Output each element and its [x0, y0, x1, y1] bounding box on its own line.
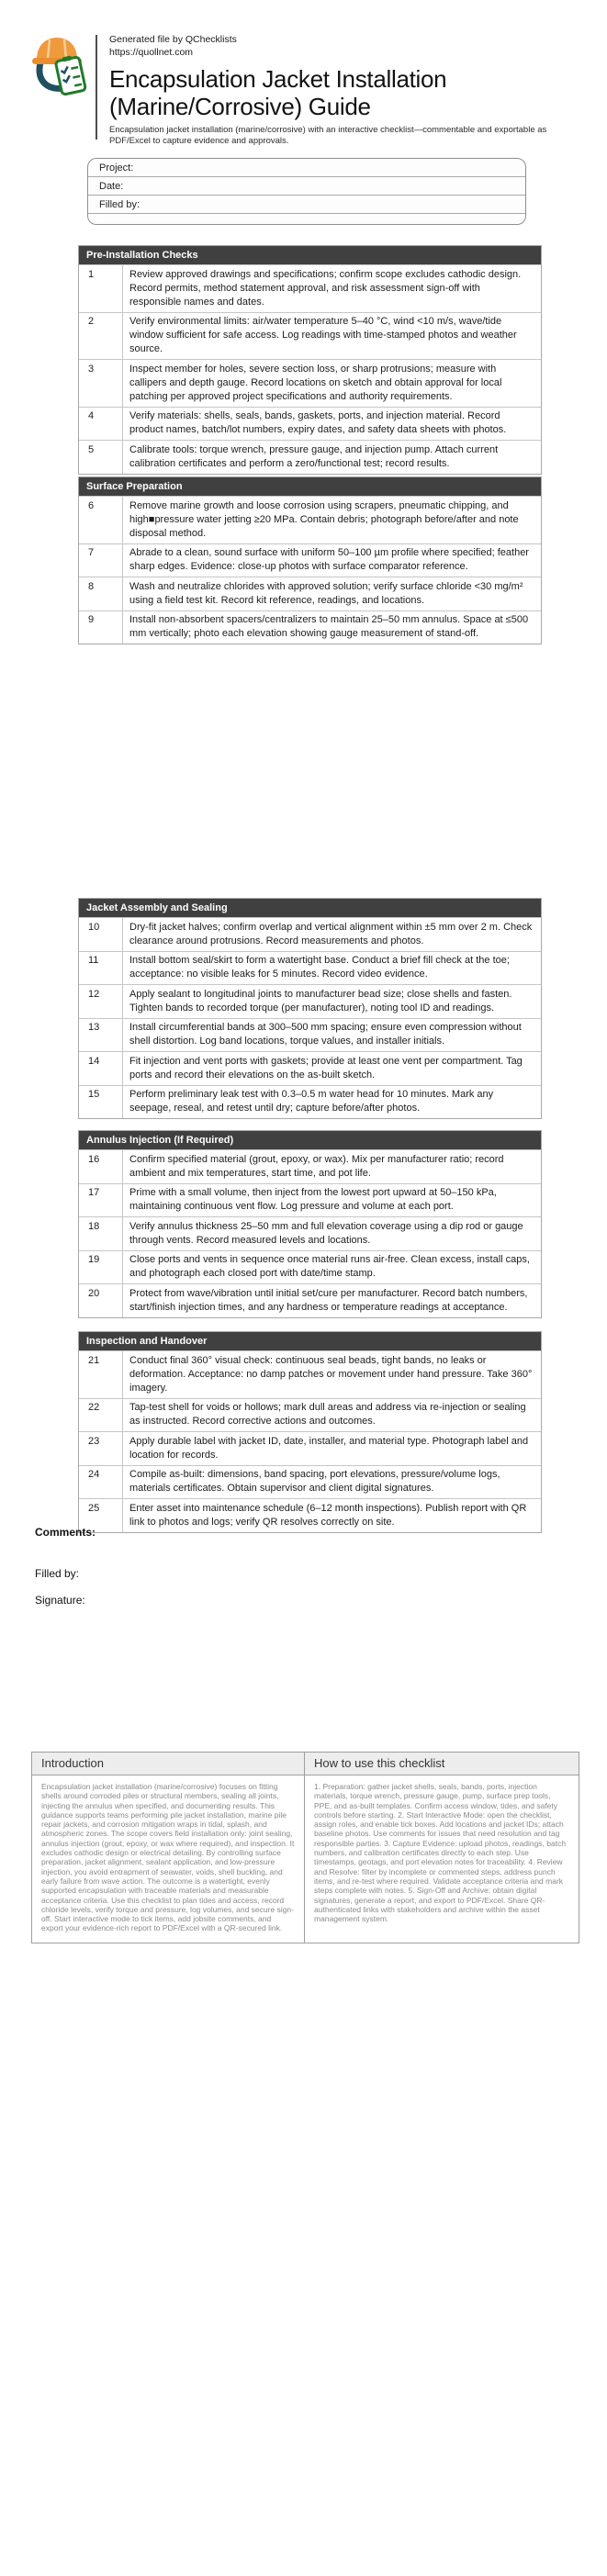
- introduction-text: Encapsulation jacket installation (marine/corrosive) focuses on fitting shells around corroded piles or structural members, sealing all joints, injecting the annulus when specified, and documenting results. This guidance supports teams performing pile jacket installation, marine pile repair jackets, and corrosion mitigation wraps in tidal, splash, and atmospheric zones. The scope covers field installation only: joint sealing, annulus injection (grout, epoxy, or wax where required), and inspection. It excludes cathodic design or electrical detailing. By controlling surface preparation, jacket alignment, sealant application, and low-pressure injection, you avoid entrapment of seawater, voids, shell buckling, and early failure from wave action. The outcome is a watertight, evenly supported encapsulation with traceable materials and measurable acceptance criteria. Use this checklist to plan tides and access, record chloride levels, verify torque and pressure, log volumes, and secure sign-off. Start interactive mode to tick items, add jobsite comments, and export your evidence-rich report to PDF/Excel with a QR-secured link.: [32, 1775, 305, 1943]
- section-annulus-injection: [78, 1130, 542, 1318]
- form-field-label: Filled by:: [99, 198, 141, 210]
- form-field-value[interactable]: [133, 159, 525, 176]
- checklist-row: [79, 1431, 541, 1465]
- row-description: Verify annulus thickness 25–50 mm and full elevation coverage using a dip rod or gauge through vents. Record measured levels and locations.: [129, 1220, 523, 1246]
- website-link[interactable]: https://quollnet.com: [109, 46, 194, 58]
- comments-label: Comments:: [35, 1526, 96, 1539]
- row-description: Wash and neutralize chlorides with approved solution; verify surface chloride <30 mg/m² using a field test kit. Record kit reference, readings, and locations.: [129, 580, 523, 606]
- form-field-label: Project:: [99, 162, 134, 174]
- checklist-row: [79, 1283, 541, 1317]
- row-description: Protect from wave/vibration until initial set/cure per manufacturer. Record batch numbers, start/finish injection times, and any hardness or temperature readings at acceptance.: [129, 1287, 528, 1313]
- checklist-row: [79, 1350, 541, 1398]
- row-description: Inspect member for holes, severe section loss, or sharp protrusions; measure with callipers and depth gauge. Record locations on sketch and obtain approval for local patching per approved project specifications and authority requirements.: [129, 363, 502, 402]
- row-number: 4: [79, 408, 123, 441]
- row-description: Apply sealant to longitudinal joints to manufacturer bead size; close shells and fasten. Tighten bands to recorded torque (per manufacturer), noting tool ID and readings.: [129, 988, 512, 1014]
- row-description: Conduct final 360° visual check: continuous seal beads, tight bands, no leaks or deformation. Acceptance: no damp patches or movement under hand pressure. Take 360° imagery.: [129, 1354, 533, 1394]
- checklist-row: [79, 359, 541, 407]
- form-field-label: Date:: [99, 180, 124, 192]
- checklist-row: [79, 1085, 541, 1119]
- row-description: Prime with a small volume, then inject from the lowest port upward at 50–150 kPa, maintaining continuous vent flow. Log pressure and volume at each port.: [129, 1187, 497, 1212]
- checklist-row: [79, 543, 541, 577]
- how-to-use-text: 1. Preparation: gather jacket shells, seals, bands, ports, injection materials, torque wrench, pressure gauge, pump, surface prep tools, PPE, and as-built templates. Confirm access window, tides, and safety controls before starting. 2. Start Interactive Mode: open the checklist, assign roles, and enable tick boxes. Add locations and jacket IDs; attach baseline photos. Use comments for issues that need resolution and tag responsible parties. 3. Capture Evidence: upload photos, readings, batch numbers, and calibration certificates directly to each step. Use timestamps, geotags, and port elevation notes for traceability. 4. Review and Resolve: filter by incomplete or commented steps, address punch items, and re-test where required. Validate acceptance criteria and mark steps complete with notes. 5. Sign-Off and Archive: obtain digital signatures, generate a report, and export to PDF/Excel. Share QR-authenticated links with stakeholders and archive within the asset management system.: [314, 1782, 567, 1924]
- row-number: 21: [79, 1351, 123, 1398]
- row-description: Dry-fit jacket halves; confirm overlap and vertical alignment within ±5 mm over 2 m. Check clearance around protrusions. Record measurements and photos.: [129, 921, 533, 946]
- row-number: 24: [79, 1466, 123, 1499]
- row-number: 7: [79, 544, 123, 577]
- checklist-row: [79, 1149, 541, 1183]
- form-field-value[interactable]: [123, 177, 525, 195]
- row-number: 3: [79, 360, 123, 407]
- section-header: Pre-Installation Checks: [79, 246, 541, 264]
- row-number: 22: [79, 1399, 123, 1432]
- section-header: Surface Preparation: [79, 477, 541, 496]
- section-header: Jacket Assembly and Sealing: [79, 899, 541, 917]
- row-description: Install non-absorbent spacers/centralizers to maintain 25–50 mm annulus. Space at ≤500 mm vertically; photo each elevation showing gauge measurement of stand-off.: [129, 614, 529, 639]
- row-description: Verify materials: shells, seals, bands, gaskets, ports, and injection material. Record product names, batch/lot numbers, expiry dates, and safety data sheets with photos.: [129, 410, 507, 435]
- row-number: 8: [79, 577, 123, 610]
- checklist-row: [79, 1183, 541, 1217]
- row-number: 5: [79, 441, 123, 474]
- info-box: [31, 1752, 579, 1943]
- form-field-filled-by: [88, 196, 525, 214]
- section-header: Inspection and Handover: [79, 1332, 541, 1350]
- checklist-row: [79, 951, 541, 985]
- row-number: 23: [79, 1432, 123, 1465]
- info-box-header: [32, 1753, 579, 1775]
- checklist-row: [79, 440, 541, 474]
- row-number: 2: [79, 313, 123, 360]
- section-header: Annulus Injection (If Required): [79, 1131, 541, 1149]
- row-description: Fit injection and vent ports with gaskets; provide at least one vent per compartment. Tag ports and record their elevations on the as-built sketch.: [129, 1055, 523, 1081]
- checklist-row: [79, 1051, 541, 1085]
- fill-in-box: [87, 158, 526, 225]
- checklist-row: [79, 264, 541, 312]
- page-subtitle: Encapsulation jacket installation (marine/corrosive) with an interactive checklist—commentable and exportable as PDF/Excel to capture evidence and approvals.: [109, 125, 547, 146]
- row-description: Apply durable label with jacket ID, date, installer, and material type. Photograph label and location for records.: [129, 1435, 529, 1461]
- info-box-body: [32, 1775, 579, 1943]
- header-text-block: [109, 34, 576, 147]
- checklist-row: [79, 577, 541, 610]
- row-description: Confirm specified material (grout, epoxy, or wax). Mix per manufacturer ratio; record ambient and mix temperatures, start time, and pot life.: [129, 1153, 504, 1179]
- row-number: 14: [79, 1052, 123, 1085]
- row-number: 11: [79, 952, 123, 985]
- row-number: 25: [79, 1499, 123, 1532]
- how-to-use-title: How to use this checklist: [314, 1756, 445, 1770]
- section-jacket-assembly-and-sealing: [78, 898, 542, 1119]
- row-number: 15: [79, 1086, 123, 1119]
- checklist-row: [79, 1250, 541, 1284]
- checklist-row: [79, 984, 541, 1018]
- checklist-row: [79, 312, 541, 360]
- row-number: 17: [79, 1184, 123, 1217]
- row-description: Compile as-built: dimensions, band spacing, port elevations, pressure/volume logs, materials certificates. Obtain supervisor and client digital signatures.: [129, 1469, 500, 1494]
- row-description: Install bottom seal/skirt to form a watertight base. Conduct a brief fill check at the toe; acceptance: no visible leaks for 5 minutes. Record video evidence.: [129, 955, 510, 980]
- checklist-row: [79, 1216, 541, 1250]
- row-description: Abrade to a clean, sound surface with uniform 50–100 µm profile where specified; feather sharp edges. Evidence: close-up photos with surface comparator reference.: [129, 547, 529, 572]
- row-number: 6: [79, 497, 123, 543]
- checklist-row: [79, 496, 541, 543]
- section-inspection-and-handover: [78, 1331, 542, 1533]
- checklist-row: [79, 1465, 541, 1499]
- row-description: Review approved drawings and specifications; confirm scope excludes cathodic design. Record permits, method statement approval, and risk assessment sign-off with responsible names and dates.: [129, 268, 522, 308]
- checklist-row: [79, 1498, 541, 1532]
- header-divider: [96, 35, 97, 140]
- row-description: Close ports and vents in sequence once material runs air-free. Clean excess, install caps, and photograph each closed port with date/time stamp.: [129, 1254, 530, 1279]
- row-description: Enter asset into maintenance schedule (6–12 month inspections). Publish report with QR link to photos and logs; verify QR resolves correctly on site.: [129, 1502, 527, 1528]
- row-description: Install circumferential bands at 300–500 mm spacing; ensure even compression without shell distortion. Log band locations, torque values, and installer initials.: [129, 1022, 522, 1047]
- row-number: 18: [79, 1217, 123, 1250]
- row-number: 19: [79, 1251, 123, 1284]
- row-number: 16: [79, 1150, 123, 1183]
- page-title: Encapsulation Jacket Installation (Marine/Corrosive) Guide: [109, 65, 447, 120]
- checklist-row: [79, 1018, 541, 1052]
- checklist-row: [79, 1398, 541, 1432]
- form-field-value[interactable]: [140, 196, 525, 213]
- generated-by-line: Generated file by QChecklists: [109, 34, 237, 45]
- row-description: Verify environmental limits: air/water temperature 5–40 °C, wind <10 m/s, wave/tide window sufficient for safe access. Log readings with time-stamped photos and weather source.: [129, 316, 517, 354]
- form-field-date: [88, 177, 525, 196]
- row-number: 10: [79, 918, 123, 951]
- row-description: Tap-test shell for voids or hollows; mark dull areas and address via re-injection or sealing as instructed. Record corrective actions and outcomes.: [129, 1402, 526, 1427]
- row-number: 12: [79, 985, 123, 1018]
- checklist-row: [79, 407, 541, 441]
- checklist-row: [79, 917, 541, 951]
- row-number: 20: [79, 1284, 123, 1317]
- qchecklists-logo-icon: [30, 33, 89, 100]
- filled-by-label: Filled by:: [35, 1567, 80, 1580]
- row-description: Calibrate tools: torque wrench, pressure gauge, and injection pump. Attach current calibration certificates and perform a zero/functional test; record results.: [129, 443, 499, 469]
- row-number: 13: [79, 1019, 123, 1052]
- row-number: 9: [79, 611, 123, 644]
- form-field-project: [88, 159, 525, 177]
- section-surface-preparation: [78, 476, 542, 644]
- section-pre-installation-checks: [78, 245, 542, 475]
- signature-label: Signature:: [35, 1594, 85, 1607]
- checklist-row: [79, 610, 541, 644]
- introduction-title: Introduction: [32, 1753, 305, 1775]
- row-description: Remove marine growth and loose corrosion using scrapers, pneumatic chipping, and high■pressure water jetting ≥20 MPa. Contain debris; photograph before/after and note disposal method.: [129, 499, 519, 539]
- row-number: 1: [79, 265, 123, 312]
- form-box-padding: [88, 214, 525, 224]
- row-description: Perform preliminary leak test with 0.3–0.5 m water head for 10 minutes. Mark any seepage, reseal, and retest until dry; capture before/after photos.: [129, 1089, 494, 1114]
